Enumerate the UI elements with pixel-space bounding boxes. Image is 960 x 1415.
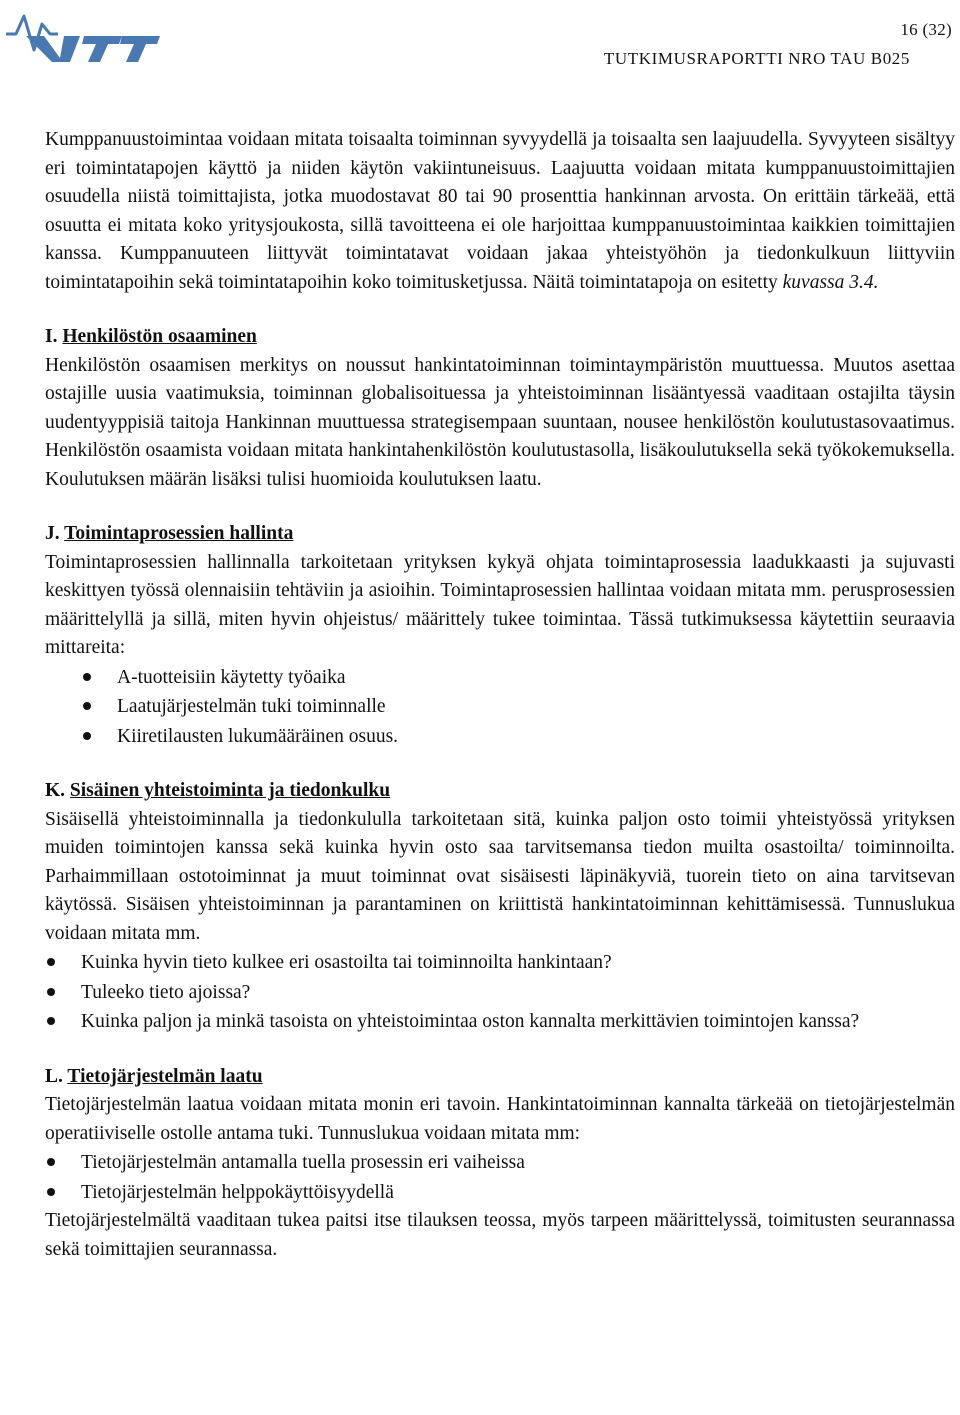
bullet-icon bbox=[47, 1017, 55, 1025]
intro-text: Kumppanuustoimintaa voidaan mitata toisaalta toiminnan syvyydellä ja toisaalta sen laajuudella. Syvyyteen sisältyy eri toimintatapojen käyttö ja niiden käytön vakiintuneisuus. Laajuutta voidaan mitata kumppanuustoimittajien osuudella niistä toimittajista, jotka muodostavat 80 tai 90 prosenttia hankinnan arvosta. On erittäin tärkeää, että osuutta ei mitata koko yritysjoukosta, sillä tavoitteena ei ole harjoittaa kumppanuustoimintaa kaikkien toimittajien kanssa. Kumppanuuteen liittyvät toimintatavat voidaan jakaa yhteistyöhön ja tiedonkulkuun liittyviin toimintatapoihin sekä toimintatapoihin koko toimitusketjussa. Näitä toimintatapoja on esitetty bbox=[45, 129, 955, 293]
section-k-list bbox=[45, 948, 955, 1037]
list-item bbox=[45, 948, 955, 978]
bullet-icon bbox=[83, 732, 91, 740]
section-j-list bbox=[45, 663, 955, 752]
page-number: 16 (32) bbox=[900, 20, 952, 39]
section-l-paragraph: Tietojärjestelmän laatua voidaan mitata monin eri tavoin. Hankintatoiminnan kannalta tärkeää on tietojärjestelmän operatiiviselle ostolle antama tuki. Tunnuslukua voidaan mitata mm: bbox=[45, 1094, 955, 1144]
list-item-text: Tietojärjestelmän antamalla tuella prosessin eri vaiheissa bbox=[81, 1152, 525, 1173]
list-item bbox=[45, 1148, 955, 1178]
figure-reference: kuvassa 3.4. bbox=[782, 271, 879, 293]
intro-paragraph bbox=[45, 126, 955, 297]
list-item-text: A-tuotteisiin käytetty työaika bbox=[117, 666, 346, 688]
list-item bbox=[45, 663, 955, 693]
list-item-text: Kuinka paljon ja minkä tasoista on yhteistoimintaa oston kannalta merkittävien toimintojen kanssa? bbox=[81, 1011, 860, 1032]
list-item bbox=[45, 978, 955, 1008]
bullet-icon bbox=[47, 1188, 55, 1196]
list-item-text: Tuleeko tieto ajoissa? bbox=[81, 981, 251, 1003]
vtt-logo bbox=[4, 6, 160, 64]
list-item bbox=[45, 1007, 955, 1037]
section-heading-l bbox=[45, 1063, 955, 1092]
section-letter: L. bbox=[45, 1065, 63, 1087]
bullet-icon bbox=[47, 988, 55, 996]
list-item bbox=[45, 692, 955, 722]
section-i-paragraph: Henkilöstön osaamisen merkitys on noussut hankintatoiminnan toimintaympäristön muuttuessa. Muutos asettaa ostajille uusia vaatimuksia, toiminnan globalisoituessa ja yhteistoiminnan lisääntyessä vaaditaan ostajilta täysin uudentyyppisiä taitoja Hankinnan muuttuessa strategisempaan suuntaan, nousee henkilöstön koulutustasovaatimus. Henkilöstön osaamista voidaan mitata hankintahenkilöstön koulutustasolla, lisäkoulutuksella sekä työkokemuksella. Koulutuksen määrän lisäksi tulisi huomioida koulutuksen laatu. bbox=[45, 354, 955, 490]
section-heading-k bbox=[45, 777, 955, 806]
bullet-icon bbox=[83, 702, 91, 710]
bullet-icon bbox=[47, 958, 55, 966]
bullet-icon bbox=[83, 673, 91, 681]
section-letter: J. bbox=[45, 523, 60, 544]
section-heading-i bbox=[45, 323, 955, 352]
document-body bbox=[45, 126, 955, 1264]
list-item bbox=[45, 722, 955, 752]
section-title: Henkilöstön osaaminen bbox=[62, 326, 257, 347]
section-l-list bbox=[45, 1148, 955, 1207]
section-l-closing: Tietojärjestelmältä vaaditaan tukea paitsi itse tilauksen teossa, myös tarpeen määrittelyssä, toimitusten seurannassa sekä toimittajien seurannassa. bbox=[45, 1210, 955, 1260]
list-item-text: Laatujärjestelmän tuki toiminnalle bbox=[117, 696, 386, 717]
section-letter: K. bbox=[45, 780, 66, 801]
section-letter: I. bbox=[45, 326, 58, 347]
bullet-icon bbox=[47, 1158, 55, 1166]
section-k-paragraph: Sisäisellä yhteistoiminnalla ja tiedonkululla tarkoitetaan sitä, kuinka paljon osto toimii yhteistyössä yrityksen muiden toimintojen kanssa sekä kuinka hyvin osto saa tarvitsemansa tiedon muilta osastoilta/ toiminnoilta. Parhaimmillaan ostotoiminnat ja muut toiminnat ovat sisäisesti läpinäkyviä, tuorein tieto on aina tarvitsevan käytössä. Sisäisen yhteistoiminnan ja parantaminen on kriittistä hankintatoiminnan kehittämisessä. Tunnuslukua voidaan mitata mm. bbox=[45, 808, 955, 944]
section-title: Toimintaprosessien hallinta bbox=[64, 523, 294, 544]
list-item-text: Kuinka hyvin tieto kulkee eri osastoilta tai toiminnoilta hankintaan? bbox=[81, 952, 612, 973]
section-heading-j bbox=[45, 520, 955, 549]
section-title: Sisäinen yhteistoiminta ja tiedonkulku bbox=[69, 780, 391, 801]
list-item bbox=[45, 1178, 955, 1208]
section-j-paragraph: Toimintaprosessien hallinnalla tarkoitetaan yrityksen kykyä ohjata toimintaprosessia laadukkaasti ja sujuvasti keskittyen työssä olennaisiin tehtäviin ja asioihin. Toimintaprosessien hallintaa voidaan mitata mm. perusprosessien määrittelyllä ja sillä, miten hyvin ohjeistus/ määrittely tukee toimintaa. Tässä tutkimuksessa käytettiin seuraavia mittareita: bbox=[45, 551, 955, 658]
list-item-text: Kiiretilausten lukumääräinen osuus. bbox=[117, 725, 399, 747]
report-id: TUTKIMUSRAPORTTI NRO TAU B025 bbox=[603, 49, 910, 68]
section-title: Tietojärjestelmän laatu bbox=[67, 1065, 263, 1087]
list-item-text: Tietojärjestelmän helppokäyttöisyydellä bbox=[81, 1181, 394, 1203]
